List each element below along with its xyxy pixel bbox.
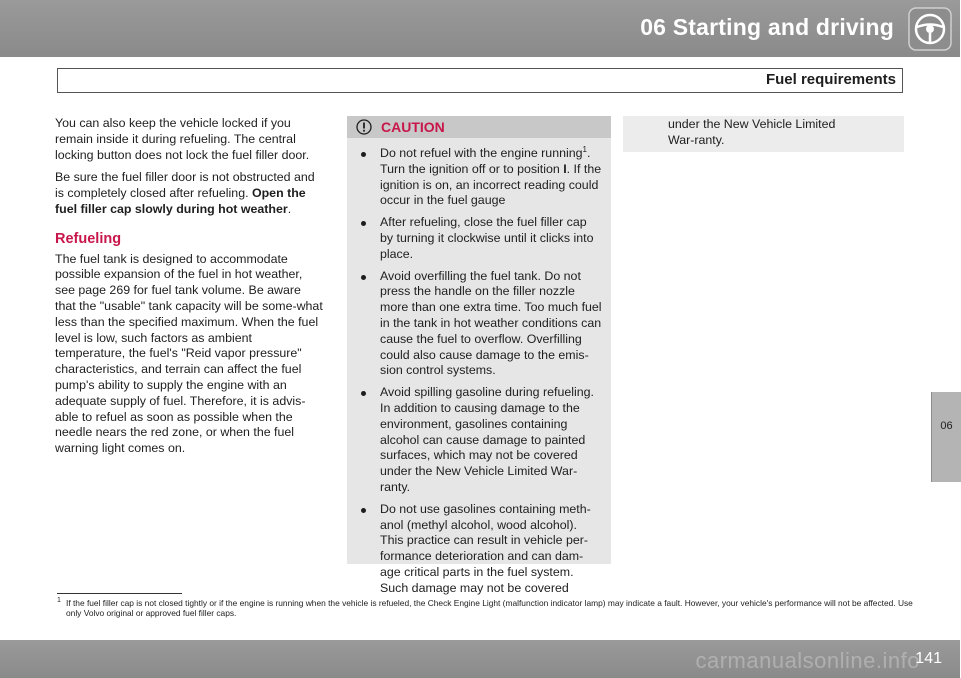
chapter-title: 06 Starting and driving bbox=[640, 14, 894, 40]
caution-text: Do not refuel with the engine running bbox=[380, 146, 583, 160]
watermark: carmanualsonline.info bbox=[695, 648, 920, 673]
footnote-number: 1 bbox=[57, 597, 61, 604]
chapter-tab[interactable] bbox=[931, 392, 961, 482]
left-column bbox=[55, 116, 323, 464]
paragraph-refueling: The fuel tank is designed to accommodate possible expansion of the fuel in hot weather, see page 269 for fuel tank volume. Be aware that the "usable" tank capacity will be some-what less than the specified maximum. When the fuel level is low, such factors as ambient temperature, the fuel's "Reid vapor pressure" characteristics, and terrain can affect the fuel pump's ability to supply the engine with an adequate supply of fuel. Therefore, it is advis-able to refuel as soon as possible when the needle nears the red zone, or when the fuel warning light comes on. bbox=[55, 251, 323, 456]
page-number: 141 bbox=[915, 650, 942, 667]
top-header-bar bbox=[0, 0, 960, 57]
caution-text: . If the ignition is on, an incorrect reading could occur in the fuel gauge bbox=[380, 161, 602, 208]
ignition-position: I bbox=[563, 161, 567, 176]
caution-box bbox=[347, 116, 611, 595]
chapter-tab-label: 06 bbox=[940, 420, 953, 432]
continuation-text: under the New Vehicle Limited War-ranty. bbox=[668, 117, 836, 147]
caution-item: Avoid overfilling the fuel tank. Do not press the handle on the filler nozzle more than one extra time. Too much fuel in the tank in hot weather conditions can cause the fuel to overflow. Overfilling could also cause damage to the emis-sion control systems. bbox=[359, 269, 603, 380]
filler-door-text: Be sure the fuel filler door is not obstructed and is completely closed after refueling. bbox=[55, 170, 315, 201]
refueling-heading: Refueling bbox=[55, 230, 122, 247]
caution-title: CAUTION bbox=[381, 119, 445, 135]
steering-wheel-icon bbox=[908, 7, 952, 51]
footnote-ref[interactable]: 1 bbox=[582, 144, 587, 154]
paragraph-locking: You can also keep the vehicle locked if you remain inside it during refueling. The central locking button does not lock the fuel filler door. bbox=[55, 116, 310, 162]
footnote-text: If the fuel filler cap is not closed tightly or if the engine is running when the vehicle is refueled, the Check Engine Light (malfunction indicator lamp) may indicate a fault. However, your vehicle's performance will not be affected. Use only Volvo original or approved fuel filler caps. bbox=[66, 598, 913, 618]
footnote-divider bbox=[57, 593, 182, 594]
section-title: Fuel requirements bbox=[765, 71, 896, 88]
caution-text: . Turn the ignition off or to position bbox=[380, 146, 591, 176]
caution-item: After refueling, close the fuel filler cap by turning it clockwise until it clicks into place. bbox=[359, 215, 603, 262]
caution-item: Avoid spilling gasoline during refueling. In addition to causing damage to the environment, gasolines containing alcohol can cause damage to painted surfaces, which may not be covered under the New Vehicle Limited War-ranty. bbox=[359, 385, 603, 496]
exclamation-icon bbox=[356, 119, 372, 135]
caution-item: Do not use gasolines containing meth-anol (methyl alcohol, wood alcohol). This practice can result in vehicle per-formance deterioration and can dam-age critical parts in the fuel system. Such damage may not be covered bbox=[359, 502, 603, 597]
bottom-footer-bar bbox=[0, 640, 960, 678]
caution-continuation bbox=[623, 116, 904, 152]
period: . bbox=[287, 201, 292, 216]
paragraph-filler-door bbox=[55, 170, 323, 217]
section-header bbox=[57, 68, 903, 93]
hot-weather-warning: Open the fuel filler cap slowly during hot weather bbox=[55, 186, 306, 216]
caution-item bbox=[359, 146, 603, 209]
footnote bbox=[57, 598, 917, 618]
caution-header bbox=[347, 116, 611, 138]
caution-list bbox=[347, 138, 611, 597]
